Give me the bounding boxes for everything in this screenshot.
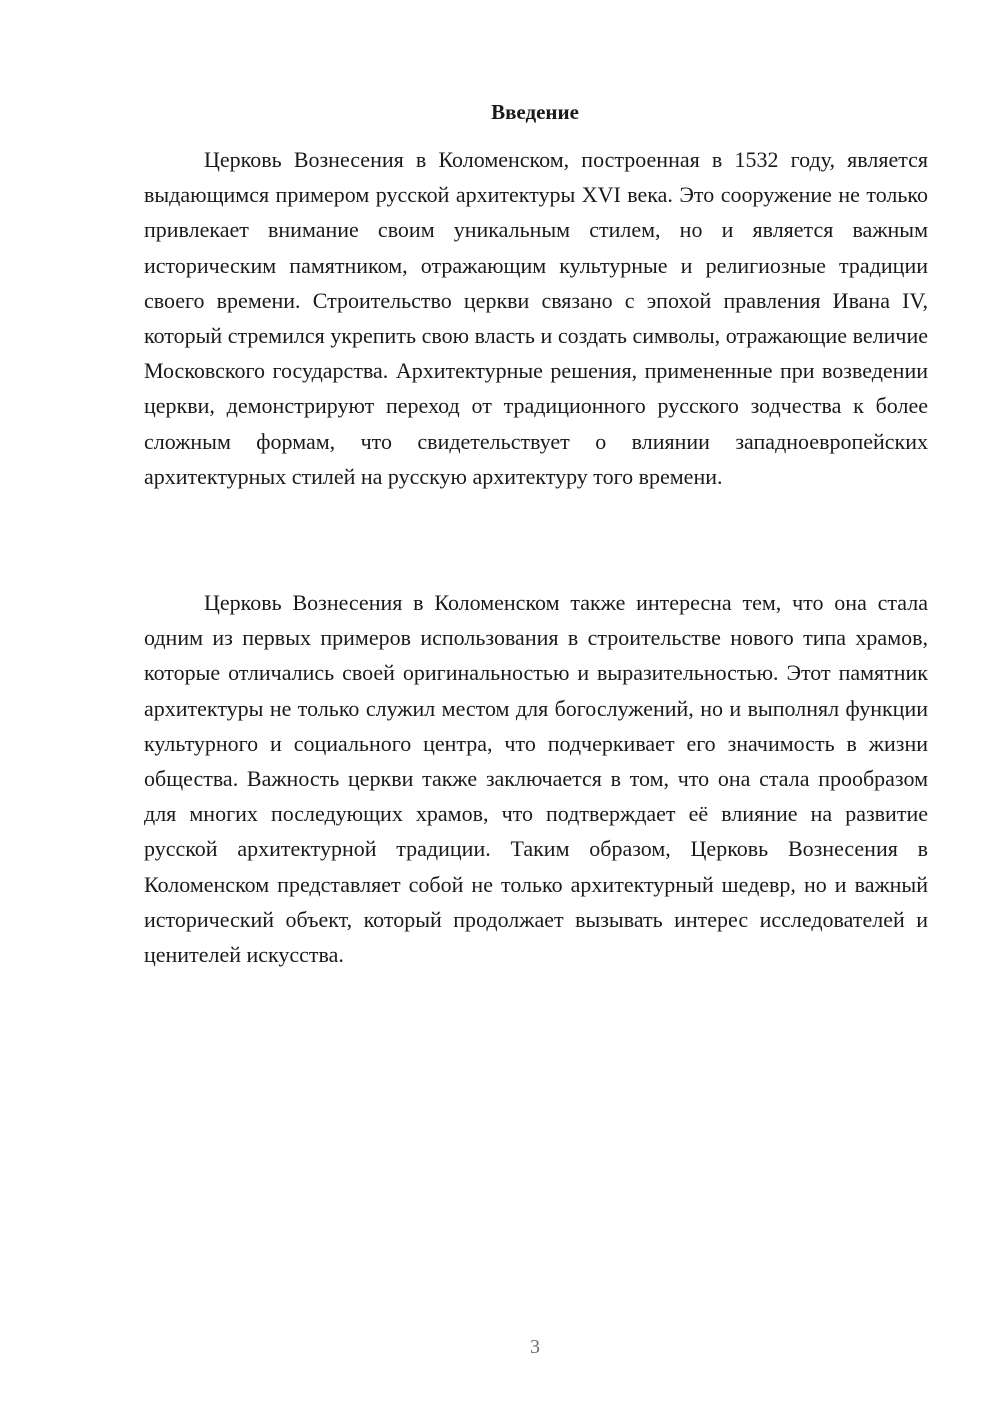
page-number: 3 bbox=[530, 1336, 540, 1358]
section-heading: Введение bbox=[491, 100, 579, 124]
paragraph-2: Церковь Вознесения в Коломенском также интересна тем, что она стала одним из первых примеров использования в строительстве нового типа храмов, которые отличались своей оригинальностью и выразительностью. Этот памятник архитектуры не только служил местом для богослужений, но и выполнял функции культурного и социального центра, что подчеркивает его значимость в жизни общества. Важность церкви также заключается в том, что она стала прообразом для многих последующих храмов, что подтверждает её влияние на развитие русской архитектурной традиции. Таким образом, Церковь Вознесения в Коломенском представляет собой не только архитектурный шедевр, но и важный исторический объект, который продолжает вызывать интерес исследователей и ценителей искусства. bbox=[144, 590, 928, 968]
paragraph-1: Церковь Вознесения в Коломенском, построенная в 1532 году, является выдающимся примером русской архитектуры XVI века. Это сооружение не только привлекает внимание своим уникальным стилем, но и является важным историческим памятником, отражающим культурные и религиозные традиции своего времени. Строительство церкви связано с эпохой правления Ивана IV, который стремился укрепить свою власть и создать символы, отражающие величие Московского государства. Архитектурные решения, примененные при возведении церкви, демонстрируют переход от традиционного русского зодчества к более сложным формам, что свидетельствует о влиянии западноевропейских архитектурных стилей на русскую архитектуру того времени. bbox=[144, 147, 928, 489]
